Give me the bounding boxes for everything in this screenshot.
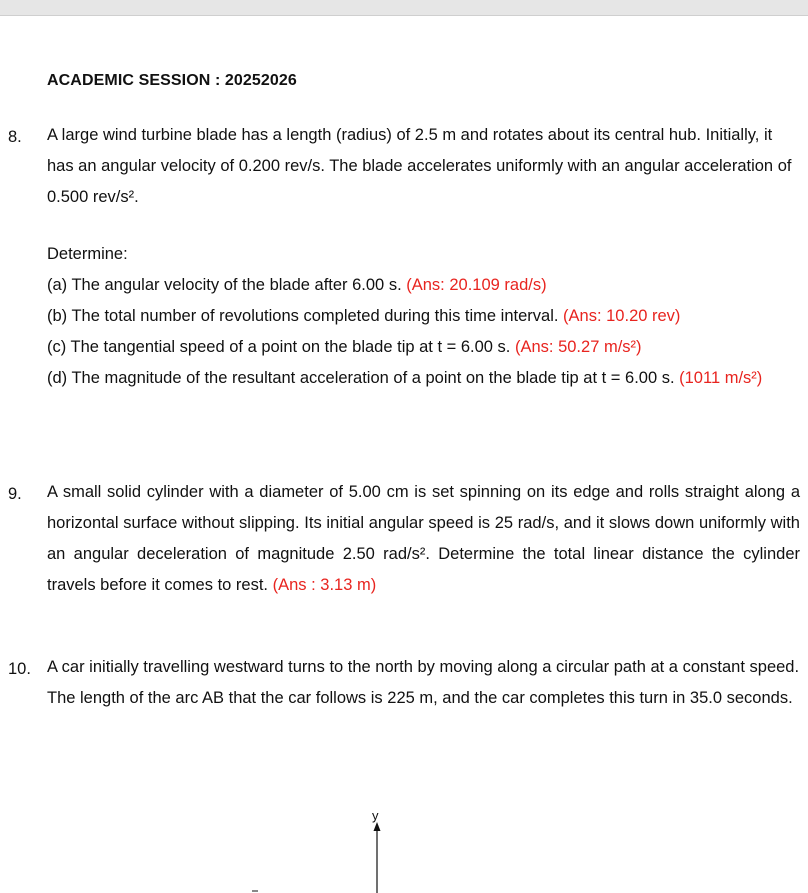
answer-text: (Ans : 3.13 m) [272, 576, 377, 594]
y-axis-arrowhead [374, 822, 381, 831]
question-text: A large wind turbine blade has a length (radius) of 2.5 m and rotates about its central hub. Initially, it has an angular velocity of 0.200 rev/s. The blade accelerates uniformly with an angular acceleration of 0.500 rev/s². [47, 126, 792, 206]
session-heading: ACADEMIC SESSION : 20252026 [47, 72, 297, 89]
part-text: (b) The total number of revolutions completed during this time interval. [47, 307, 564, 325]
part-a [47, 270, 792, 301]
part-text: (d) The magnitude of the resultant acceleration of a point on the blade tip at t = 6.00 s. [47, 369, 680, 387]
part-c [47, 332, 792, 363]
determine-label: Determine: [47, 245, 128, 263]
answer-text: (1011 m/s²) [679, 369, 763, 387]
question-number: 10. [8, 660, 31, 678]
question-body: A small solid cylinder with a diameter of 5.00 cm is set spinning on its edge and rolls straight along a horizontal surface without slipping. Its initial angular speed is 25 rad/s, and it slows down uniformly with an angular deceleration of magnitude 2.50 rad/s². Determine the total linear distance the cylinder travels before it comes to rest. [47, 483, 800, 594]
y-axis-label: y [372, 808, 379, 823]
answer-text: (Ans: 50.27 m/s²) [514, 338, 642, 356]
coordinate-diagram [0, 800, 808, 893]
question-text [47, 477, 800, 601]
answer-text: (Ans: 20.109 rad/s) [406, 276, 547, 294]
part-b [47, 301, 792, 332]
question-number: 9. [8, 485, 22, 503]
question-number: 8. [8, 128, 22, 146]
part-text: (a) The angular velocity of the blade after 6.00 s. [47, 276, 407, 294]
page-top-edge [0, 0, 808, 16]
answer-text: (Ans: 10.20 rev) [563, 307, 681, 325]
question-text: A car initially travelling westward turns to the north by moving along a circular path at a constant speed. The length of the arc AB that the car follows is 225 m, and the car completes this turn in 35.0 seconds. [47, 658, 800, 707]
part-d [47, 363, 792, 394]
part-text: (c) The tangential speed of a point on the blade tip at t = 6.00 s. [47, 338, 515, 356]
